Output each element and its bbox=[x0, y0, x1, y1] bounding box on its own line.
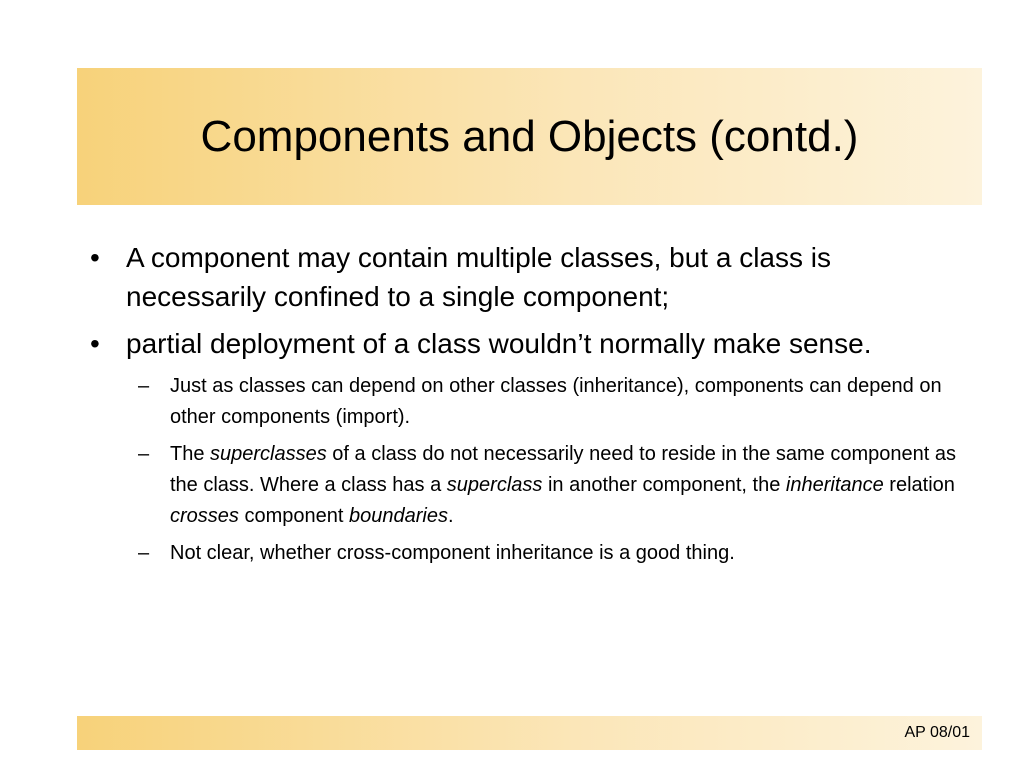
text-run: . bbox=[447, 505, 454, 527]
bullet-text: partial deployment of a class wouldn’t normally make sense. bbox=[126, 328, 872, 359]
bullet-item bbox=[82, 238, 962, 316]
emphasis-inheritance: inheritance bbox=[785, 474, 884, 496]
dash-mark: – bbox=[138, 542, 150, 564]
text-run: of a class do not necessarily need to reside in the same component as the class. Where a class has a bbox=[170, 443, 956, 496]
subbullet-item bbox=[82, 538, 962, 569]
subbullet-text: Just as classes can depend on other classes (inheritance), components can depend on other components (import). bbox=[170, 375, 942, 428]
title-band bbox=[77, 68, 982, 205]
bullet-item bbox=[82, 324, 962, 363]
subbullet-text bbox=[170, 443, 956, 527]
text-run: The bbox=[170, 443, 211, 465]
text-run: in another component, the bbox=[542, 474, 786, 496]
emphasis-superclasses: superclasses bbox=[210, 443, 327, 465]
slide-content bbox=[82, 238, 962, 575]
dash-mark: – bbox=[138, 375, 150, 397]
emphasis-boundaries: boundaries bbox=[348, 505, 448, 527]
text-run: relation bbox=[883, 474, 955, 496]
bullet-text: A component may contain multiple classes, but a class is necessarily confined to a single component; bbox=[126, 242, 832, 312]
slide-title: Components and Objects (contd.) bbox=[200, 111, 859, 161]
emphasis-crosses: crosses bbox=[170, 505, 239, 527]
dash-mark: – bbox=[138, 443, 150, 465]
bullet-mark: • bbox=[90, 242, 100, 273]
subbullet-text: Not clear, whether cross-component inheritance is a good thing. bbox=[170, 542, 735, 564]
subbullet-item bbox=[82, 439, 962, 532]
emphasis-superclass: superclass bbox=[446, 474, 543, 496]
subbullet-item bbox=[82, 371, 962, 433]
text-run: component bbox=[238, 505, 349, 527]
bullet-mark: • bbox=[90, 328, 100, 359]
footer-label: AP 08/01 bbox=[904, 724, 970, 741]
footer-band bbox=[77, 716, 982, 750]
